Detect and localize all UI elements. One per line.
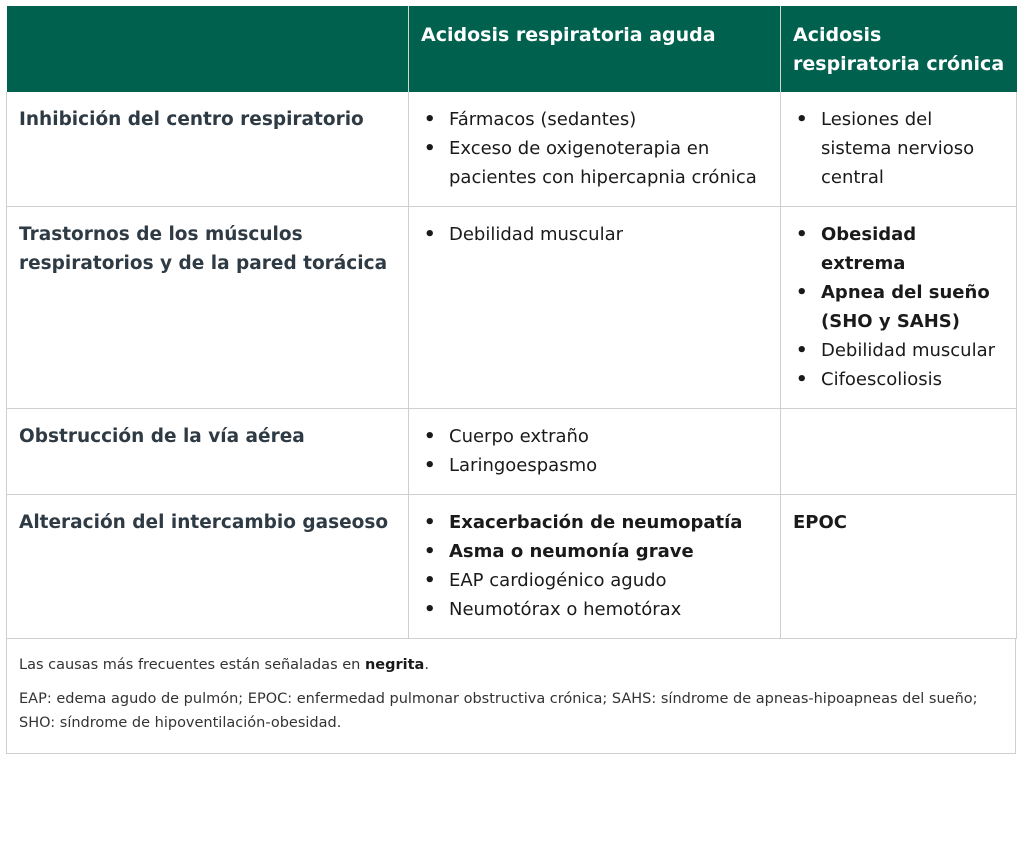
list-item: • Laringoespasmo: [421, 451, 768, 480]
list-item: • Lesiones del sistema nervioso central: [793, 105, 1004, 192]
list-item: • Asma o neumonía grave: [421, 537, 768, 566]
list-item: • Exacerbación de neumopatía: [421, 508, 768, 537]
table-row: [7, 207, 1017, 409]
list-item: • Cuerpo extraño: [421, 422, 768, 451]
list-item: • Obesidad extrema: [793, 220, 1004, 278]
acute-cell: [409, 409, 781, 495]
table-row: [7, 92, 1017, 207]
causes-table: [6, 6, 1017, 639]
chronic-cell: [781, 409, 1017, 495]
list-item: • Exceso de oxigenoterapia en pacientes con hipercapnia crónica: [421, 134, 768, 192]
cause-cell: Trastornos de los músculos respiratorios y de la pared torácica: [7, 207, 409, 409]
chronic-cell: [781, 92, 1017, 207]
acute-cell: [409, 207, 781, 409]
table-header-row: [7, 6, 1017, 92]
header-chronic: Acidosis respiratoria crónica: [781, 6, 1017, 92]
header-cause: [7, 6, 409, 92]
acute-cell: [409, 92, 781, 207]
chronic-plain-text: EPOC: [793, 512, 847, 533]
list-item: • Fármacos (sedantes): [421, 105, 768, 134]
causes-table-container: [6, 6, 1016, 754]
chronic-cell: [781, 207, 1017, 409]
footnote-bold-legend: [19, 653, 1003, 677]
cause-cell: Inhibición del centro respiratorio: [7, 92, 409, 207]
acute-cell: [409, 495, 781, 639]
cause-cell: Obstrucción de la vía aérea: [7, 409, 409, 495]
list-item: • Debilidad muscular: [421, 220, 768, 249]
list-item: • Neumotórax o hemotórax: [421, 595, 768, 624]
table-row: [7, 495, 1017, 639]
footnote-bold-word: negrita: [364, 657, 425, 673]
list-item: • Apnea del sueño (SHO y SAHS): [793, 278, 1004, 336]
table-footnote: [6, 639, 1016, 754]
cause-cell: Alteración del intercambio gaseoso: [7, 495, 409, 639]
footnote-prefix: Las causas más frecuentes están señaladas en: [19, 657, 365, 673]
chronic-cell: [781, 495, 1017, 639]
table-row: [7, 409, 1017, 495]
list-item: • Debilidad muscular: [793, 336, 1004, 365]
header-acute: Acidosis respiratoria aguda: [409, 6, 781, 92]
list-item: • Cifoescoliosis: [793, 365, 1004, 394]
footnote-suffix: .: [424, 657, 429, 673]
list-item: • EAP cardiogénico agudo: [421, 566, 768, 595]
footnote-abbreviations: EAP: edema agudo de pulmón; EPOC: enfermedad pulmonar obstructiva crónica; SAHS: síndrome de apneas-hipoapneas del sueño; SHO: síndrome de hipoventilación-obesidad.: [19, 691, 978, 731]
